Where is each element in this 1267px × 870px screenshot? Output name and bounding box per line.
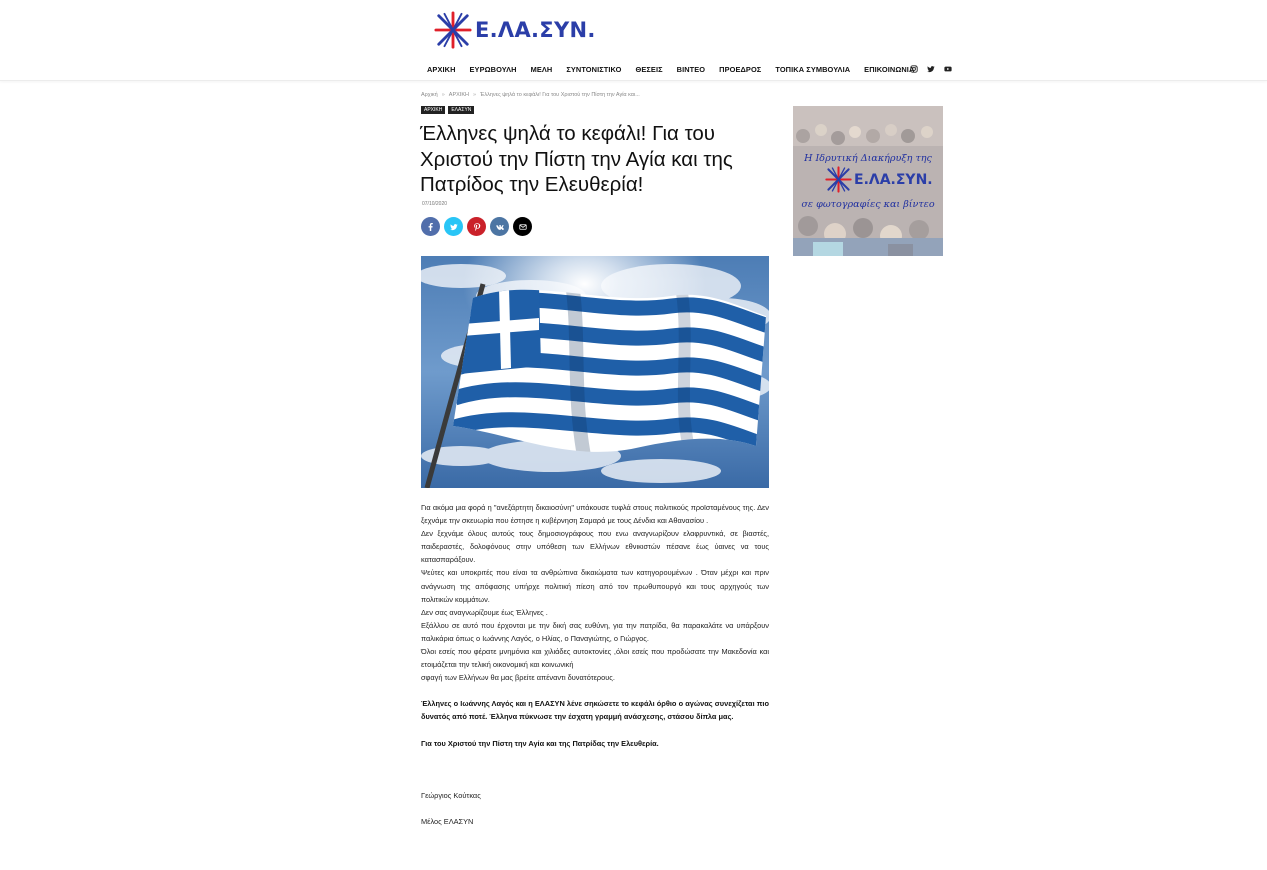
logo-star-icon [825,166,852,193]
nav-item-positions[interactable]: ΘΕΣΕΙΣ [635,64,663,74]
article-paragraph: σφαγή των Ελλήνων θα μας βρείτε απέναντι δυνατότερους. [421,673,615,683]
article-paragraph: Ψεύτες και υποκριτές που είναι τα ανθρώπινα δικαιώματα των κατηγορουμένων . Όταν μέχρι και πριν ανάγνωση της απόφασης υπήρχε πολιτική πίεση από τον πρωθυπουργό και τους αρχηγούς των πολιτικών κομμάτων. [421,568,769,604]
logo-star-icon [434,11,472,49]
nav-item-members[interactable]: ΜΕΛΗ [530,64,553,74]
sidebar-banner[interactable] [793,106,943,256]
greek-flag-photo [421,256,769,488]
article-paragraph: Δεν σας αναγνωρίζουμε έως Έλληνες . [421,607,548,617]
breadcrumb-separator-icon: » [472,92,477,98]
post-featured-image [421,256,769,488]
twitter-icon[interactable] [925,63,937,75]
facebook-icon [427,223,435,231]
banner-subheading: σε φωτογραφίες και βίντεο [801,199,935,210]
breadcrumb-separator-icon: » [441,92,445,98]
share-twitter-button[interactable] [444,217,463,236]
post-title: Έλληνες ψηλά το κεφάλι! Για του Χριστού την Πίστη την Αγία και της Πατρίδος την Ελευθερία! [420,122,733,196]
main-nav [421,61,928,77]
site-logo[interactable] [434,11,596,49]
breadcrumb-current: Έλληνες ψηλά το κεφάλι! Για του Χριστού την Πίστη την Αγία και... [480,92,640,98]
article-paragraph: Για ακόμα μια φορά η "ανεξάρτητη δικαιοσύνη" υπάκουσε τυφλά στους πολιτικούς προϊσταμένους της. Δεν ξεχνάμε την σκευωρία που έστησε η κυβέρνηση Σαμαρά με τους Δένδια και Αθανασίου . [421,503,769,526]
nav-item-president[interactable]: ΠΡΟΕΔΡΟΣ [719,64,762,74]
breadcrumb-category[interactable]: ΑΡΧΙΚΗ [448,92,469,98]
site-header [0,0,1267,81]
banner-logo [825,166,933,193]
share-buttons [421,217,536,236]
category-tags [421,106,477,114]
logo-text: Ε.ΛΑ.ΣΥΝ. [475,18,596,42]
article-paragraph: Όλοι εσείς που φέρατε μνημόνια και χιλιάδες αυτοκτονίες ,όλοι εσείς που προδώσατε την Μακεδονία και ετοιμάζεται την τελική οικονομική και κοινωνική [421,647,769,670]
nav-item-local-councils[interactable]: ΤΟΠΙΚΑ ΣΥΜΒΟΥΛΙΑ [775,64,851,74]
youtube-icon[interactable] [942,63,954,75]
pinterest-icon [473,223,481,231]
share-email-button[interactable] [513,217,532,236]
article-bold-slogan: Για του Χριστού την Πίστη την Αγία και της Πατρίδας την Ελευθερία. [421,738,659,748]
post-date: 07/10/2020 [422,201,448,207]
share-facebook-button[interactable] [421,217,440,236]
vk-icon [496,223,504,231]
share-vk-button[interactable] [490,217,509,236]
twitter-icon [450,223,458,231]
article-paragraph: Δεν ξεχνάμε όλους αυτούς τους δημοσιογράφους που ενω αναγνωρίζουν ελαφρυντικά, σε βιαστές, παιδεραστές, δολοφόνους στην υπόθεση των Ελλήνων εθνικιστών πέσανε έως ύαινες να τους κατασπαράξουν. [421,529,769,565]
article-author-role: Μέλος ΕΛΑΣΥΝ [421,816,474,826]
social-links [908,63,959,75]
banner-logo-text: Ε.ΛΑ.ΣΥΝ. [854,171,933,188]
nav-item-coordinating[interactable]: ΣΥΝΤΟΝΙΣΤΙΚΟ [566,64,622,74]
tag-home[interactable]: ΑΡΧΙΚΗ [421,106,445,114]
nav-item-video[interactable]: ΒΙΝΤΕΟ [676,64,706,74]
article-paragraph: Εξάλλου σε αυτό που έρχονται με την δική σας ευθύνη, για την πατρίδα, θα παρακαλάτε να υπάρξουν παλικάρια όπως ο Ιωάννης Λαγός, ο Ηλίας, ο Παναγιώτης, ο Γιώργος. [421,620,769,643]
nav-item-eurovouli[interactable]: ΕΥΡΩΒΟΥΛΗ [469,64,517,74]
tag-elasyn[interactable]: ΕΛΑΣΥΝ [448,106,474,114]
article-author: Γεώργιος Κούτκας [421,790,481,800]
nav-item-home[interactable]: ΑΡΧΙΚΗ [427,64,456,74]
breadcrumb-home[interactable]: Αρχική [421,92,438,98]
banner-heading: Η Ιδρυτική Διακήρυξη της [804,153,932,164]
breadcrumb [421,92,640,98]
share-pinterest-button[interactable] [467,217,486,236]
instagram-icon[interactable] [908,63,920,75]
article-bold-statement: Έλληνες ο Ιωάννης Λαγός και η ΕΛΑΣΥΝ λένε σηκώσετε το κεφάλι όρθιο ο αγώνας συνεχίζεται πιο δυνατός από ποτέ. Έλληνα πύκνωσε την έσχατη γραμμή ανάσχεσης, στάσου δίπλα μας. [421,699,769,722]
email-icon [519,223,527,231]
post-content [421,501,769,828]
nav-item-contact[interactable]: ΕΠΙΚΟΙΝΩΝΙΑ [864,64,915,74]
